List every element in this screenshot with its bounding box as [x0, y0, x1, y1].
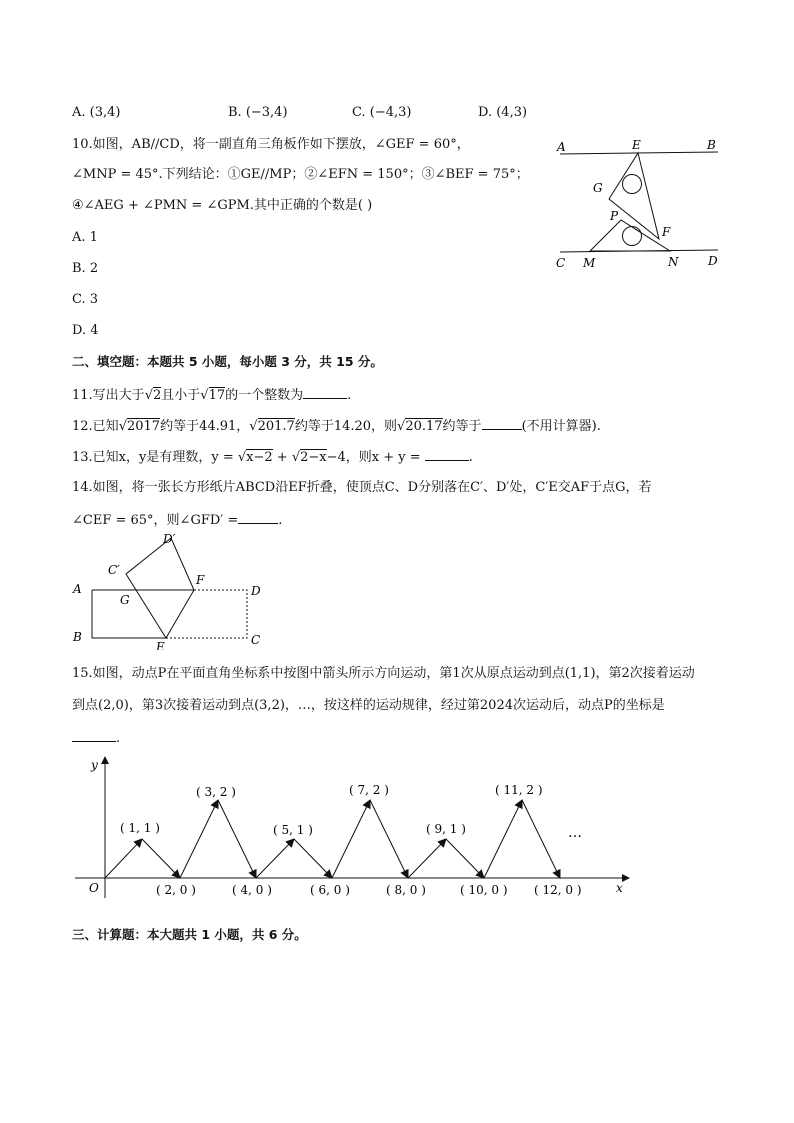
- q14-answer-blank[interactable]: [238, 510, 278, 524]
- sqrt-sign: √: [397, 419, 406, 434]
- q13-line: 13.已知x，y是有理数，y = √x−2 + √2−x−4，则x + y = .: [72, 447, 473, 467]
- sqrt-sign: √: [291, 450, 301, 465]
- q10-option-b: B. 2: [72, 261, 99, 276]
- q15-peak-label: ( 11, 2 ): [495, 783, 543, 797]
- sqrt-sign: √: [249, 419, 258, 434]
- q15-base-label: ( 6, 0 ): [310, 883, 350, 897]
- q15-peak-label: ( 7, 2 ): [349, 783, 389, 797]
- q10-label-n: N: [668, 255, 679, 269]
- q11-answer-blank[interactable]: [303, 385, 347, 399]
- q15-ellipsis: …: [568, 825, 582, 841]
- q10-line3: ④∠AEG + ∠PMN = ∠GPM.其中正确的个数是( ): [72, 198, 373, 213]
- q14-label-d: D: [251, 584, 261, 598]
- q11-line: 11.写出大于√2且小于√17的一个整数为 .: [72, 385, 351, 405]
- sqrt-sign: √: [144, 388, 153, 403]
- q9-option-a: A. (3,4): [72, 105, 121, 120]
- q15-graph: [70, 752, 640, 904]
- q14-label-e: E: [156, 640, 165, 650]
- q10-figure: [550, 132, 730, 274]
- q12-line: 12.已知√2017约等于44.91，√201.7约等于14.20，则√20.17约等于 (不用计算器).: [72, 416, 601, 436]
- q14-label-g: G: [120, 593, 130, 607]
- q10-line2: ∠MNP = 45°.下列结论：①GE//MP；②∠EFN = 150°；③∠BEF = 75°；: [72, 167, 529, 182]
- q10-label-m: M: [583, 256, 596, 270]
- q15-peak-label: ( 5, 1 ): [273, 823, 313, 837]
- sqrt-sign: √: [237, 450, 247, 465]
- q15-peak-label: ( 1, 1 ): [120, 821, 160, 835]
- q15-origin-label: O: [89, 881, 99, 895]
- q9-option-d: D. (4,3): [478, 105, 528, 120]
- q10-label-a: A: [557, 140, 566, 154]
- q14-label-b: B: [73, 630, 82, 644]
- q13-answer-blank[interactable]: [425, 447, 469, 461]
- q10-label-g: G: [593, 181, 603, 195]
- q10-label-b: B: [707, 138, 716, 152]
- q14-label-d-prime: D′: [163, 532, 176, 546]
- q15-answer-blank[interactable]: [72, 728, 116, 742]
- q15-axis-x-label: x: [616, 881, 623, 895]
- q14-label-f: F: [196, 573, 205, 587]
- q15-base-label: ( 4, 0 ): [232, 883, 272, 897]
- q10-label-d: D: [708, 254, 718, 268]
- q9-option-b: B. (−3,4): [228, 105, 288, 120]
- q14-figure: [70, 532, 270, 650]
- q9-option-c: C. (−4,3): [352, 105, 412, 120]
- q12-answer-blank[interactable]: [482, 416, 522, 430]
- q10-option-c: C. 3: [72, 292, 99, 307]
- q14-label-a: A: [73, 582, 82, 596]
- q14-line1: 14.如图，将一张长方形纸片ABCD沿EF折叠，使顶点C、D分别落在C′、D′处，C′E交AF于点G，若: [72, 480, 652, 495]
- q15-path: [105, 800, 560, 878]
- q15-peak-label: ( 3, 2 ): [196, 785, 236, 799]
- q15-peak-label: ( 9, 1 ): [426, 822, 466, 836]
- q14-label-c: C: [251, 633, 261, 647]
- q14-label-c-prime: C′: [108, 563, 120, 577]
- q10-option-a: A. 1: [72, 230, 98, 245]
- q14-line2: ∠CEF = 65°，则∠GFD′ = .: [72, 510, 282, 530]
- q15-line1: 15.如图，动点P在平面直角坐标系中按图中箭头所示方向运动，第1次从原点运动到点(1,1)，第2次接着运动: [72, 666, 695, 681]
- q10-option-d: D. 4: [72, 323, 99, 338]
- q15-base-label: ( 2, 0 ): [156, 883, 196, 897]
- q10-label-p: P: [610, 209, 619, 223]
- q10-label-c: C: [556, 256, 566, 270]
- q10-label-f: F: [662, 225, 671, 239]
- q15-base-label: ( 8, 0 ): [386, 883, 426, 897]
- q15-base-label: ( 10, 0 ): [460, 883, 508, 897]
- q15-line2: 到点(2,0)，第3次接着运动到点(3,2)，…，按这样的运动规律，经过第2024次运动后，动点P的坐标是: [72, 698, 665, 713]
- sqrt-sign: √: [200, 388, 209, 403]
- q10-line1: 10.如图，AB//CD，将一副直角三角板作如下摆放，∠GEF = 60°，: [72, 137, 470, 152]
- q10-label-e: E: [632, 138, 641, 152]
- q15-axis-y-label: y: [91, 758, 98, 772]
- section2-heading: 二、填空题：本题共 5 小题，每小题 3 分，共 15 分。: [72, 354, 383, 369]
- sqrt-sign: √: [118, 419, 127, 434]
- q15-line3: .: [72, 728, 120, 748]
- q15-base-label: ( 12, 0 ): [534, 883, 582, 897]
- section3-heading: 三、计算题：本大题共 1 小题，共 6 分。: [72, 927, 307, 942]
